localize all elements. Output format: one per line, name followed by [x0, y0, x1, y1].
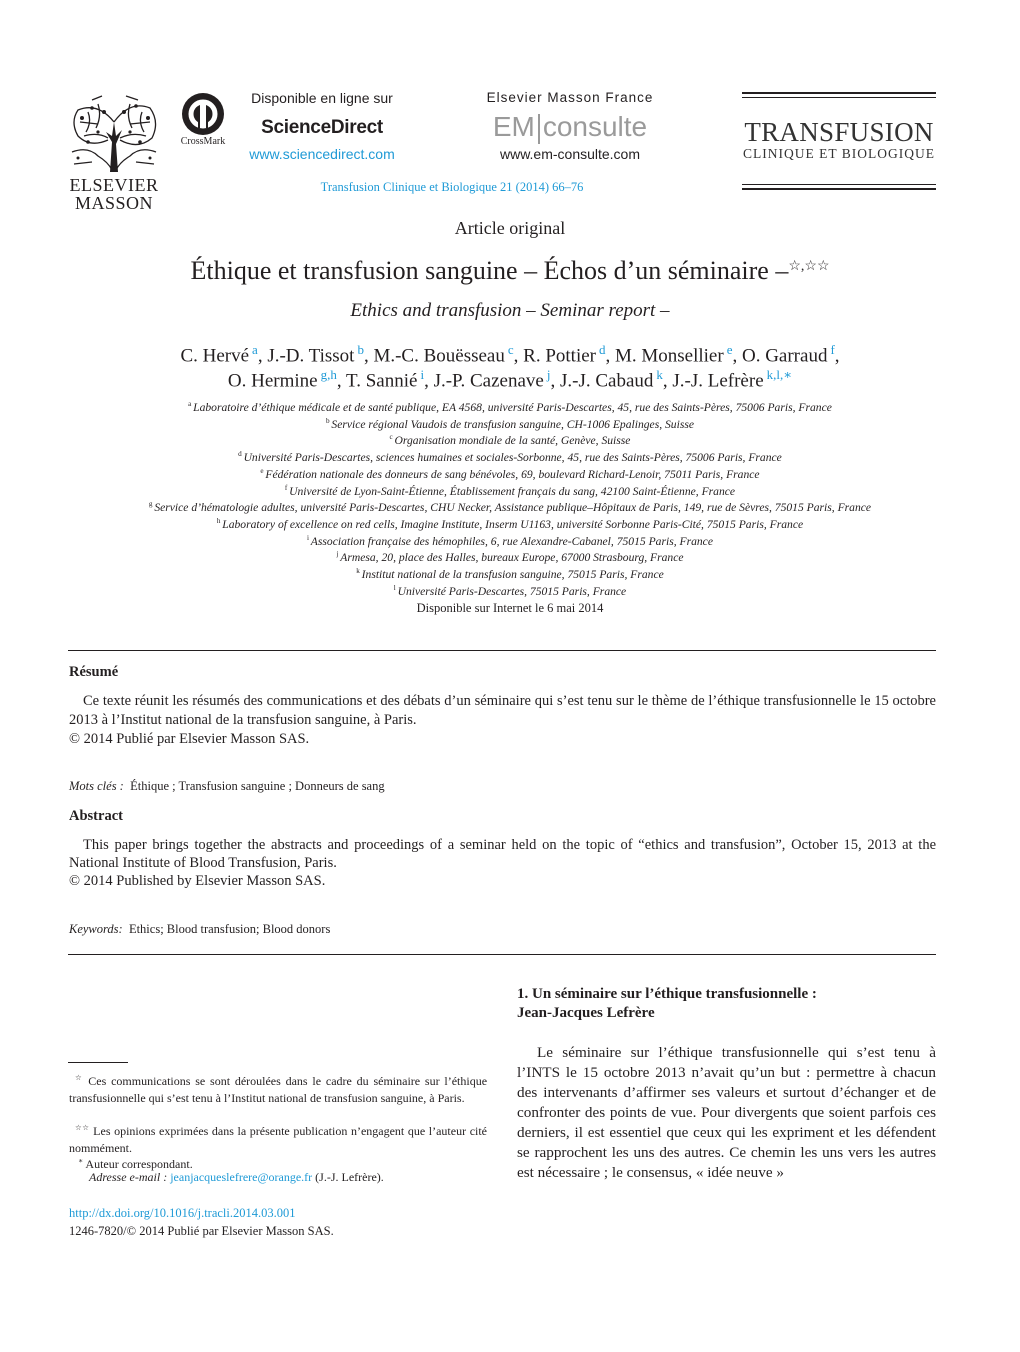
resume-heading: Résumé	[69, 664, 119, 680]
footnote-2-text: Les opinions exprimées dans la présente publication n’engagent que l’auteur cité nommément.	[69, 1124, 488, 1155]
abstract-bottom-rule	[68, 954, 936, 955]
author-affiliation-marks[interactable]: c	[507, 342, 514, 357]
affiliation-mark: c	[389, 433, 395, 442]
crossmark-icon	[180, 92, 226, 136]
doi-link[interactable]: http://dx.doi.org/10.1016/j.tracli.2014.03.001	[69, 1206, 296, 1220]
author-separator: ,	[363, 345, 374, 367]
footnote-3-text: Auteur correspondant.	[85, 1157, 193, 1171]
author-name: R. Pottier	[523, 345, 596, 367]
affiliation-mark: b	[326, 416, 332, 425]
affiliation-text: Université Paris-Descartes, sciences humaines et sociales-Sorbonne, 45, rue des Saints-Pères, 75006 Paris, France	[243, 450, 782, 464]
affiliation-mark: l	[393, 583, 398, 592]
emconsulte-logo	[470, 110, 670, 144]
author-name: O. Garraud	[741, 345, 828, 367]
sciencedirect-logo: ScienceDirect	[261, 117, 383, 138]
section-1-heading-line-1: 1. Un séminaire sur l’éthique transfusionnelle :	[517, 986, 817, 1002]
author-separator: ,	[336, 370, 347, 392]
footnote-2-mark: ☆☆	[75, 1123, 90, 1132]
journal-logo-bottom-rule-2	[742, 188, 936, 190]
article-title	[0, 250, 1020, 288]
abstract-keywords-list: Ethics; Blood transfusion; Blood donors	[128, 922, 331, 936]
author-separator: ,	[662, 370, 673, 392]
sciencedirect-link[interactable]: www.sciencedirect.com	[249, 146, 395, 162]
author-affiliation-marks[interactable]: f	[830, 342, 835, 357]
author-separator: ,	[550, 370, 560, 392]
affiliation-text: Association française des hémophiles, 6, rue Alexandre-Cabanel, 75015 Paris, France	[310, 534, 713, 548]
abstract-copyright: © 2014 Published by Elsevier Masson SAS.	[69, 873, 326, 889]
section-1-heading	[517, 985, 937, 1023]
affiliation-text: Laboratoire d’éthique médicale et de santé publique, EA 4568, université Paris-Descartes, 45, rue des Saints-Pères, 75006 Paris, France	[193, 400, 832, 414]
footnote-rule	[68, 1062, 128, 1063]
author-name: M. Monsellier	[614, 345, 724, 367]
resume-top-rule	[68, 650, 936, 651]
emconsulte-em: EM	[492, 111, 535, 142]
resume-keywords-label: Mots clés :	[69, 779, 124, 793]
resume-text	[69, 692, 936, 749]
author-separator: ,	[605, 345, 615, 367]
abstract-keywords	[69, 922, 330, 937]
emconsulte-link[interactable]: www.em-consulte.com	[499, 146, 641, 162]
affiliation-text: Organisation mondiale de la santé, Genève, Suisse	[394, 434, 631, 448]
article-subtitle: Ethics and transfusion – Seminar report –	[350, 300, 670, 321]
journal-logo-subtitle: CLINIQUE ET BIOLOGIQUE	[743, 146, 935, 161]
affiliation-text: Laboratory of excellence on red cells, Imagine Institute, Inserm U1163, université Sorbonne Paris-Cité, 75015 Paris, France	[222, 517, 804, 531]
affiliation-mark: d	[238, 450, 244, 459]
publisher-name: Elsevier Masson France	[486, 90, 654, 105]
author-name: J.-P. Cazenave	[433, 370, 544, 392]
author-affiliation-marks[interactable]: a	[252, 342, 258, 357]
footnote-email	[89, 1169, 487, 1186]
available-date: Disponible sur Internet le 6 mai 2014	[416, 601, 604, 615]
affiliation-text: Fédération nationale des donneurs de sang bénévoles, 69, boulevard Richard-Lenoir, 75011 Paris, France	[265, 467, 760, 481]
affiliation-text: Service régional Vaudois de transfusion sanguine, CH-1006 Epalinges, Suisse	[331, 417, 694, 431]
footnote-3-mark: ∗	[78, 1156, 84, 1165]
author-affiliation-marks[interactable]: i	[420, 367, 425, 382]
elsevier-logo	[66, 92, 162, 212]
section-1-heading-line-2: Jean-Jacques Lefrère	[517, 1005, 655, 1021]
affiliation-mark: g	[148, 500, 155, 509]
crossmark-logo[interactable]	[172, 92, 234, 154]
affiliation-mark: e	[260, 466, 266, 475]
resume-copyright: © 2014 Publié par Elsevier Masson SAS.	[69, 731, 310, 747]
affiliation-text: Armesa, 20, place des Halles, bureaux Europe, 67000 Strasbourg, France	[340, 551, 684, 565]
affiliation-mark: a	[188, 400, 194, 408]
author-affiliation-marks[interactable]: k,l,∗	[766, 367, 793, 382]
author-name: T. Sannié	[346, 370, 418, 392]
email-link[interactable]: jeanjacqueslefrere@orange.fr	[170, 1170, 313, 1184]
author-separator: ,	[513, 345, 524, 367]
author-separator: ,	[834, 345, 840, 367]
abstract-heading: Abstract	[69, 808, 123, 824]
affiliation-mark: f	[284, 483, 290, 492]
author-affiliation-marks[interactable]: e	[726, 342, 733, 357]
author-name: J.-D. Tissot	[267, 345, 355, 367]
section-1-paragraph: Le séminaire sur l’éthique transfusionnelle qui s’est tenu à l’INTS le 15 octobre 2013 n’avait qu’un but : permettre à chacun des intervenants d’affirmer ses valeurs et surtout d’échanger et de confronter des points de vue. Pour divergents que soient parfois ces derniers, il est essentiel que ceux qui les expriment et les défendent se rapprochent les uns des autres. Ce chemin les uns vers les autres est nécessaire ; le consensus, « idée neuve »	[517, 1044, 936, 1181]
footnote-1	[69, 1070, 487, 1106]
affiliation-mark: j	[336, 550, 341, 559]
emconsulte-rest: consulte	[542, 111, 648, 142]
footnote-1-text: Ces communications se sont déroulées dans le cadre du séminaire sur l’éthique transfusionnelle qui s’est tenu à l’Institut national de transfusion sanguine, à Paris.	[69, 1074, 488, 1105]
author-separator: ,	[732, 345, 742, 367]
journal-logo-bottom-rule	[742, 184, 936, 185]
resume-keywords	[69, 779, 385, 794]
author-name: O. Hermine	[227, 370, 318, 392]
email-label: Adresse e-mail :	[89, 1170, 168, 1184]
article-type: Article original	[454, 218, 566, 238]
affiliation-text: Service d’hématologie adultes, université Paris-Descartes, CHU Necker, Assistance publique–Hôpitaux de Paris, 149, rue de Sèvres, 75015 Paris, France	[154, 501, 872, 515]
journal-logo-title: TRANSFUSION	[744, 117, 934, 147]
affiliation-mark: i	[307, 533, 311, 542]
article-title-text: Éthique et transfusion sanguine – Échos d’un séminaire –	[190, 256, 789, 285]
affiliation-l	[60, 580, 960, 600]
elsevier-tree-icon	[68, 92, 160, 174]
resume-paragraph: Ce texte réunit les résumés des communications et des débats d’un séminaire qui s’est tenu sur le thème de l’éthique transfusionnelle le 15 octobre 2013 à l’Institut national de la transfusion sanguine, à Paris.	[69, 693, 936, 728]
author-affiliation-marks[interactable]: g,h	[320, 367, 337, 382]
author-name: J.-J. Lefrère	[672, 370, 764, 392]
available-online-label: Disponible en ligne sur	[251, 90, 393, 106]
affiliation-mark: h	[216, 516, 223, 525]
resume-keywords-list: Éthique ; Transfusion sanguine ; Donneurs de sang	[130, 779, 385, 793]
journal-citation[interactable]: Transfusion Clinique et Biologique 21 (2014) 66–76	[320, 180, 584, 194]
elsevier-logo-text-1: ELSEVIER	[69, 175, 159, 195]
journal-logo-top-rule	[742, 92, 936, 94]
author-name: J.-J. Cabaud	[559, 370, 654, 392]
author-name: M.-C. Bouësseau	[373, 345, 505, 367]
author-affiliation-marks[interactable]: d	[598, 342, 606, 357]
affiliation-mark: k	[356, 567, 362, 575]
authors-line-2	[0, 362, 1020, 394]
author-affiliation-marks[interactable]: b	[357, 342, 364, 357]
abstract-text	[69, 836, 936, 890]
elsevier-logo-text-2: MASSON	[74, 193, 154, 213]
abstract-paragraph: This paper brings together the abstracts and proceedings of a seminar held on the topic of “ethics and transfusion”, October 15, 2013 at the National Institute of Blood Transfusion, Paris.	[69, 837, 936, 871]
author-separator: ,	[257, 345, 268, 367]
affiliation-text: Université Paris-Descartes, 75015 Paris, France	[397, 584, 627, 598]
author-name: C. Hervé	[180, 345, 250, 367]
journal-logo-top-rule-2	[742, 97, 936, 98]
author-affiliation-marks[interactable]: j	[546, 367, 551, 382]
author-affiliation-marks[interactable]: k	[656, 367, 663, 382]
crossmark-label: CrossMark	[180, 136, 226, 147]
footnote-2	[69, 1120, 487, 1156]
author-separator: ,	[424, 370, 434, 392]
abstract-keywords-label: Keywords:	[69, 922, 123, 936]
issn-line: 1246-7820/© 2014 Publié par Elsevier Masson SAS.	[69, 1224, 334, 1238]
footnote-1-mark: ☆	[75, 1073, 84, 1082]
title-footnote-marks[interactable]: ☆,☆☆	[788, 259, 830, 274]
affiliation-text: Institut national de la transfusion sanguine, 75015 Paris, France	[361, 567, 664, 581]
affiliation-text: Université de Lyon-Saint-Étienne, Établissement français du sang, 42100 Saint-Étienne, France	[289, 484, 736, 498]
email-owner: (J.-J. Lefrère).	[315, 1170, 384, 1184]
